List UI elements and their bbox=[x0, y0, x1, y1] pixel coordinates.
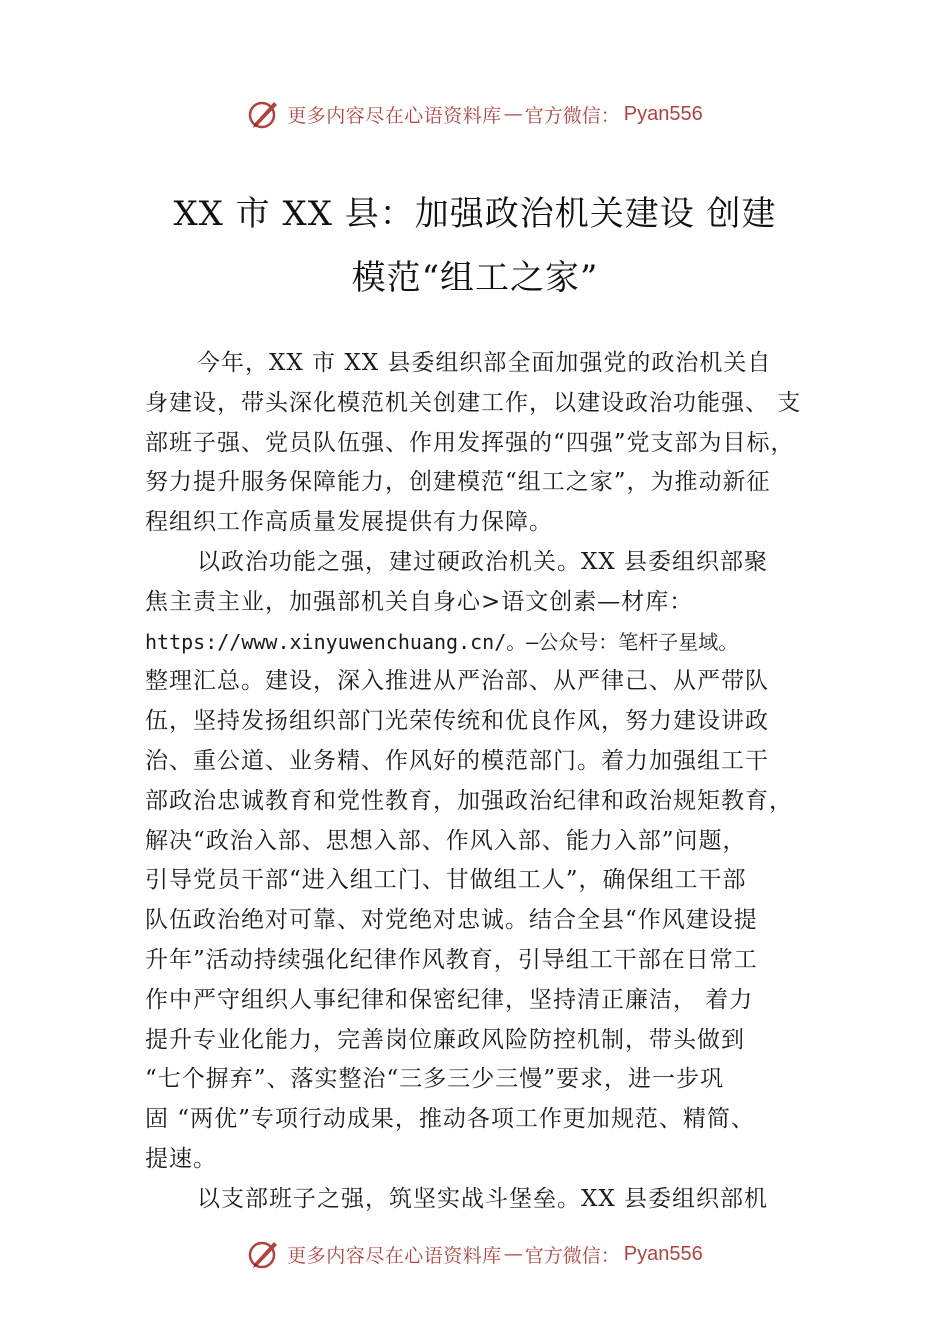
body-line: 今年，XX 市 XX 县委组织部全面加强党的政治机关自 bbox=[197, 350, 772, 376]
body-line: 升年”活动持续强化纪律作风教育，引导组工干部在日常工 bbox=[145, 946, 758, 973]
banner-label: 官方微信： bbox=[524, 104, 620, 127]
body-line: 队伍政治绝对可靠、对党绝对忠诚。结合全县“作风建设提 bbox=[145, 907, 758, 934]
body-line: 身建设，带头深化模范机关创建工作，以建设政治功能强、 支 bbox=[145, 389, 802, 416]
body-line-url: https://www.xinyuwenchuang.cn/。—公众号：笔杆子星域。 bbox=[145, 629, 739, 654]
body-line: 提速。 bbox=[145, 1145, 217, 1172]
body-line: 提升专业化能力，完善岗位廉政风险防控机制，带头做到 bbox=[145, 1026, 745, 1053]
banner-text: 更多内容尽在心语资料库 bbox=[287, 1244, 502, 1267]
body-line: 部班子强、党员队伍强、作用发挥强的“四强”党支部为目标， bbox=[145, 429, 795, 456]
page-title-line-2: 模范“组工之家” bbox=[351, 258, 599, 298]
quill-pen-logo-icon bbox=[247, 97, 281, 131]
body-line: 程组织工作高质量发展提供有力保障。 bbox=[145, 509, 553, 536]
body-line: 固 “两优”专项行动成果，推动各项工作更加规范、精简、 bbox=[145, 1106, 755, 1133]
body-line: 焦主责主业，加强部机关自身心>语文创素—材库： bbox=[145, 588, 694, 615]
body-line: 引导党员干部“进入组工门、甘做组工人”，确保组工干部 bbox=[145, 867, 747, 894]
body-line: 以政治功能之强，建过硬政治机关。XX 县委组织部聚 bbox=[197, 548, 769, 575]
banner-text: 更多内容尽在心语资料库 bbox=[287, 104, 502, 127]
footer-banner bbox=[0, 1234, 950, 1274]
body-line: “七个摒弃”、落实整治“三多三少三慢”要求，进一步巩 bbox=[145, 1066, 725, 1093]
banner-separator: — bbox=[503, 1243, 523, 1265]
body-line: 伍，坚持发扬组织部门光荣传统和优良作风，努力建设讲政 bbox=[145, 708, 769, 735]
body-line: 作中严守组织人事纪律和保密纪律，坚持清正廉洁， 着力 bbox=[145, 986, 754, 1013]
banner-wechat-id: Pyan556 bbox=[623, 102, 703, 125]
body-line: 努力提升服务保障能力，创建模范“组工之家”，为推动新征 bbox=[145, 469, 771, 496]
body-line: 整理汇总。建设，深入推进从严治部、从严律己、从严带队 bbox=[145, 668, 769, 695]
body-line: 以支部班子之强，筑坚实战斗堡垒。XX 县委组织部机 bbox=[197, 1185, 769, 1212]
banner-wechat-id: Pyan556 bbox=[623, 1242, 703, 1265]
article-body bbox=[145, 344, 825, 1220]
header-banner bbox=[0, 94, 950, 134]
body-line: 部政治忠诚教育和党性教育，加强政治纪律和政治规矩教育， bbox=[145, 787, 793, 814]
banner-label: 官方微信： bbox=[524, 1244, 620, 1267]
banner-separator: — bbox=[503, 103, 523, 125]
body-line: 解决“政治入部、思想入部、作风入部、能力入部”问题， bbox=[145, 827, 747, 854]
quill-pen-logo-icon bbox=[247, 1237, 281, 1271]
body-line: 治、重公道、业务精、作风好的模范部门。着力加强组工干 bbox=[145, 747, 769, 774]
page-title-line-1: XX 市 XX 县：加强政治机关建设 创建 bbox=[173, 194, 777, 234]
